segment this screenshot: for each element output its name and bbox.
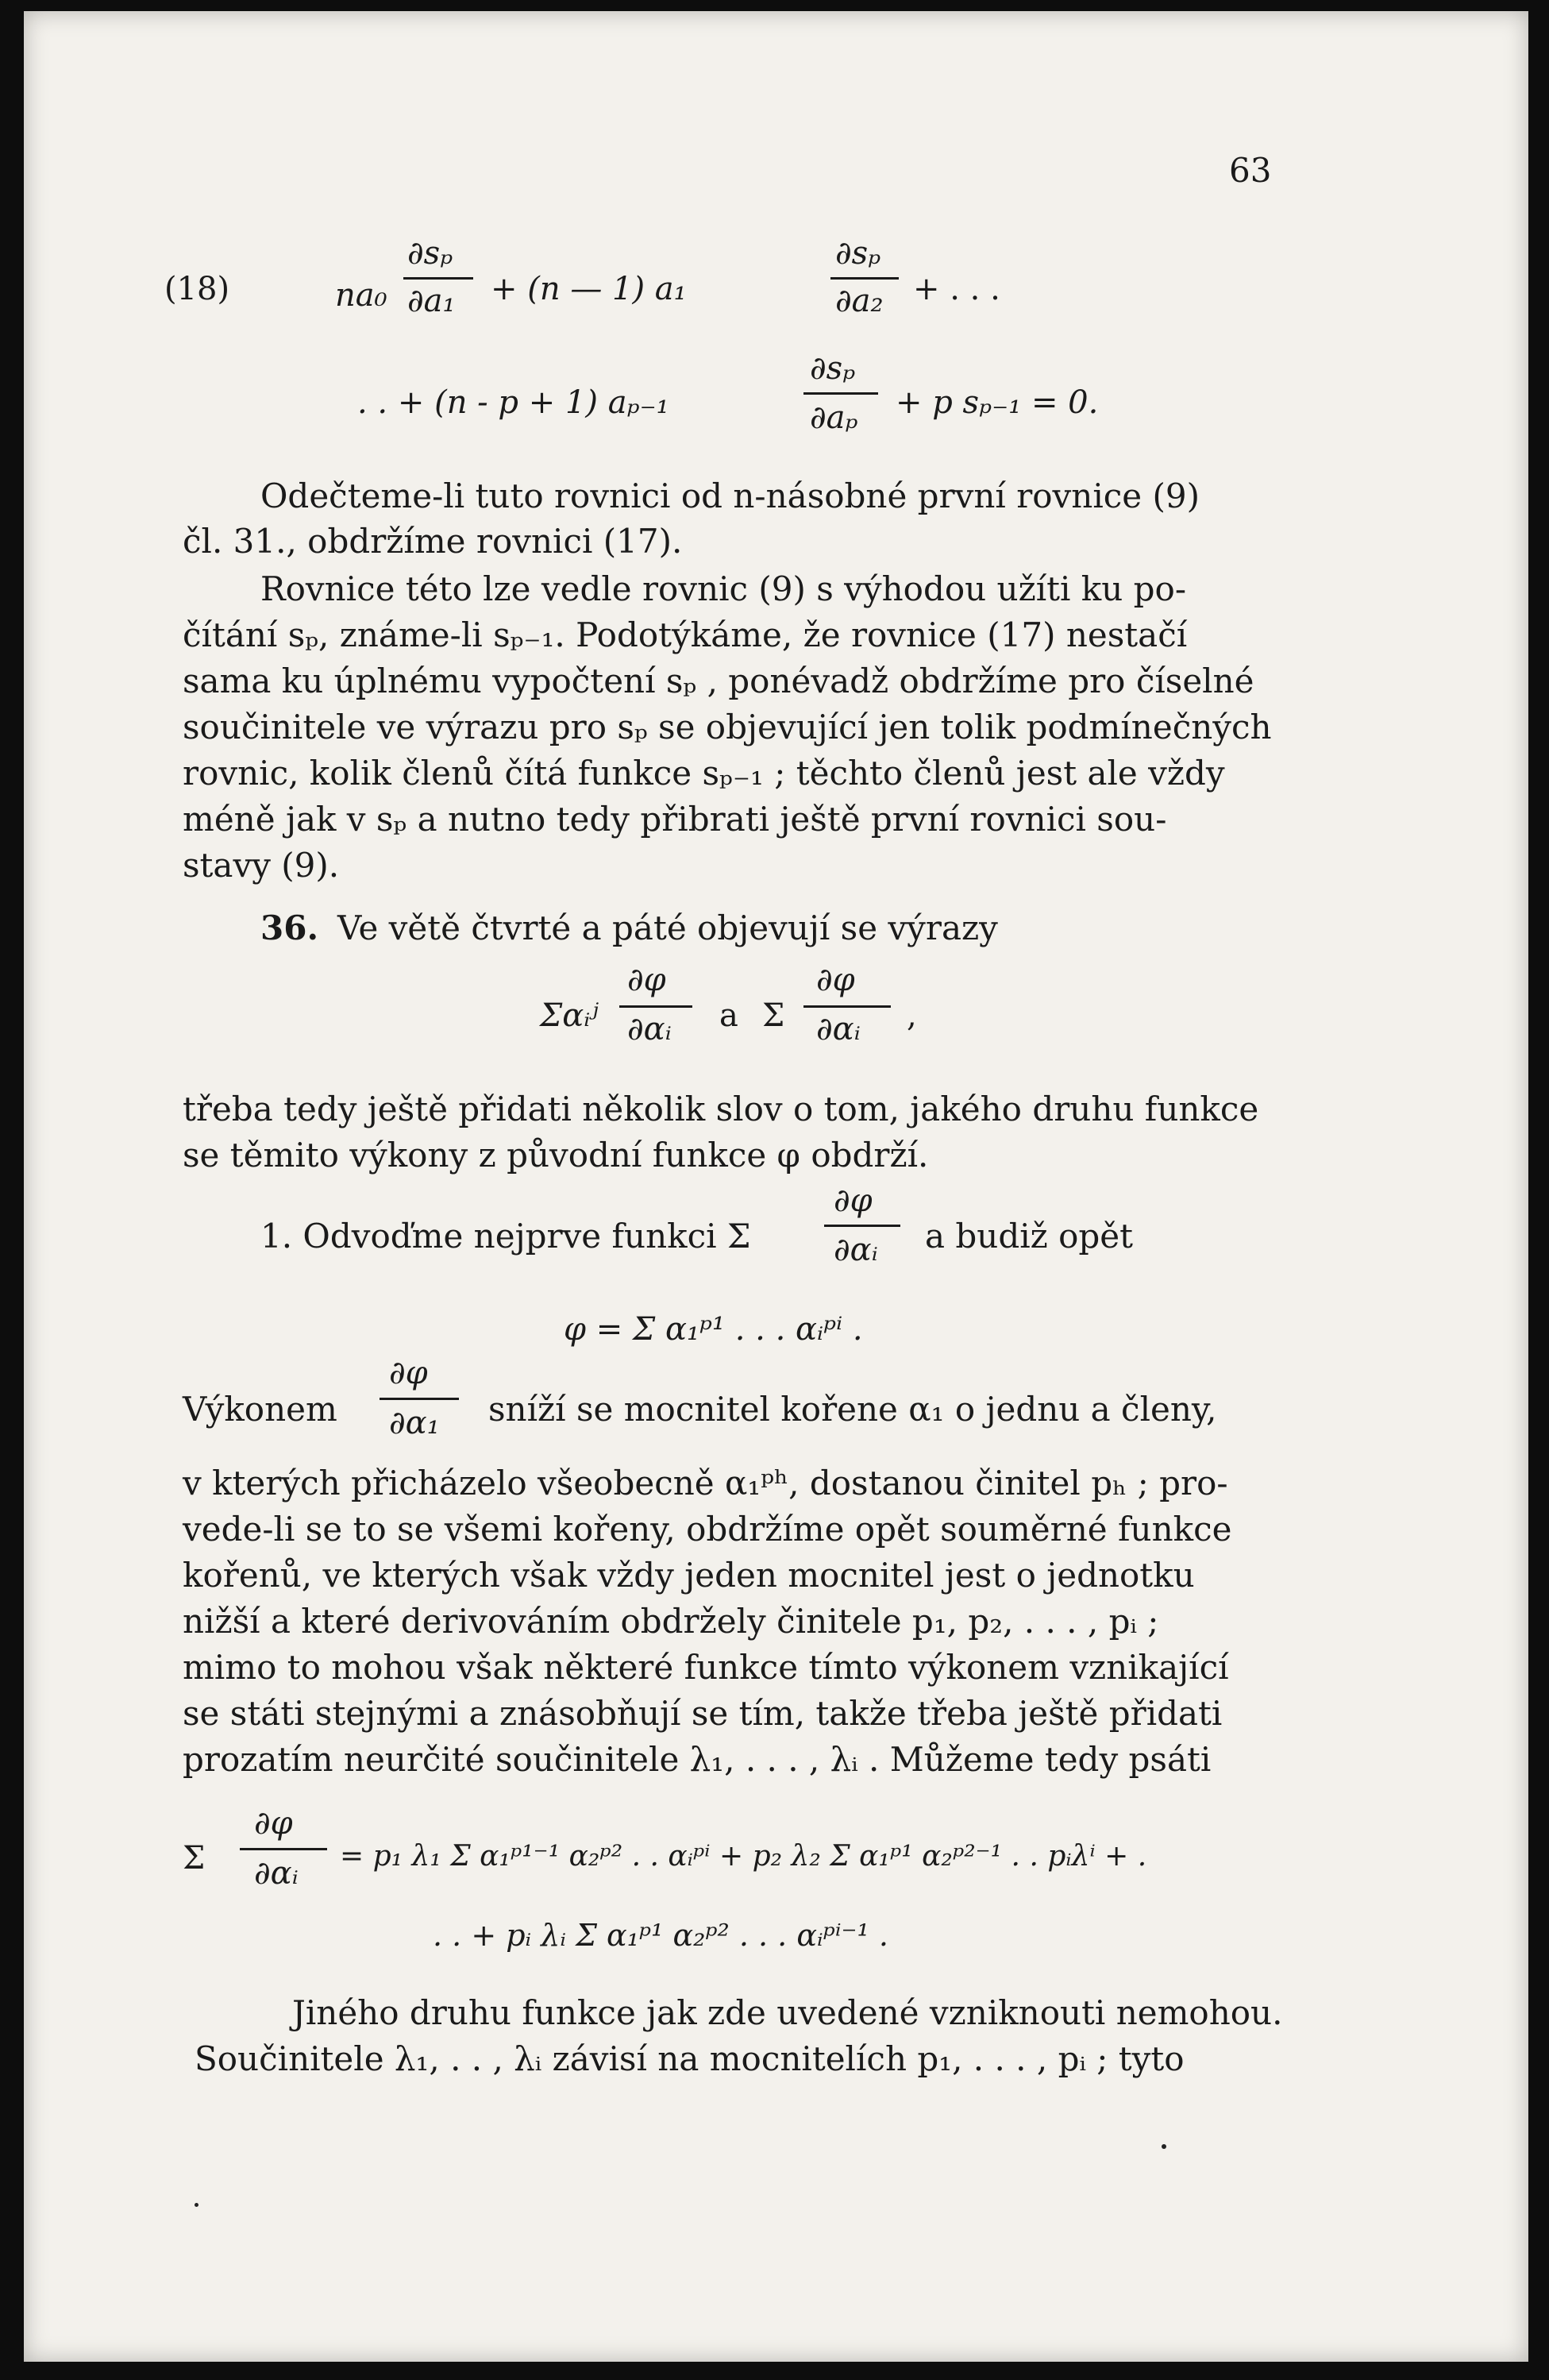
text-line: se těmito výkony z původní funkce φ obdrží. [183, 1136, 929, 1175]
text-line: prozatím neurčité součinitele λ₁, . . . , λᵢ . Můžeme tedy psáti [183, 1740, 1212, 1779]
item1-bar [824, 1225, 900, 1227]
eq18-frac2-den: ∂a₂ [835, 283, 884, 319]
expr-left-den: ∂αᵢ [627, 1011, 672, 1047]
expr-right-sum: Σ [762, 997, 785, 1034]
text-line: nižší a které derivováním obdržely činitele p₁, p₂, . . . , pᵢ ; [183, 1602, 1159, 1641]
expr-left-sum: Σαᵢʲ [540, 997, 599, 1034]
expr-comma: , [907, 997, 917, 1034]
expr-left-num: ∂φ [627, 962, 666, 998]
para4-line5 [183, 1602, 1302, 1641]
para4-line6 [183, 1648, 1302, 1687]
para3-line1 [183, 1090, 1302, 1128]
para2-line6 [183, 800, 1302, 839]
print-speck [1162, 2144, 1166, 2149]
text-line: sama ku úplnému vypočtení sₚ , ponévadž obdržíme pro číselné [183, 662, 1254, 700]
para5-line1 [292, 1993, 1302, 2032]
text-line: sníží se mocnitel kořene α₁ o jednu a členy, [488, 1390, 1217, 1429]
para4-bar [380, 1398, 459, 1400]
item1-num: ∂φ [834, 1182, 873, 1219]
expr-left-bar [619, 1005, 692, 1008]
eq18-line2-lead: . . + (n - p + 1) aₚ₋₁ [357, 384, 669, 421]
equation-label: (18) [164, 271, 230, 307]
expr-right-den: ∂αᵢ [816, 1011, 861, 1047]
text-line: mimo to mohou však některé funkce tímto výkonem vznikající [183, 1648, 1229, 1687]
text-line: součinitele ve výrazu pro sₚ se objevující jen tolik podmínečných [183, 708, 1272, 746]
expr-conj: a [719, 997, 738, 1034]
eq18-frac2-num: ∂sₚ [835, 235, 881, 272]
para1-line2 [183, 522, 1302, 561]
para4-line7 [183, 1694, 1302, 1733]
book-page [24, 11, 1528, 2362]
phi-definition: φ = Σ α₁ᵖ¹ . . . αᵢᵖⁱ . [564, 1311, 863, 1348]
eq18-frac2-bar [830, 277, 899, 280]
expr-right-bar [803, 1005, 891, 1008]
eq18-line1-tail: + . . . [913, 271, 1000, 307]
eq18-mid-term: + (n — 1) a₁ [491, 271, 687, 307]
text-line: v kterých přicházelo všeobecně α₁ᵖʰ, dostanou činitel pₕ ; pro- [183, 1464, 1228, 1502]
bigeq-line2: . . + pᵢ λᵢ Σ α₁ᵖ¹ α₂ᵖ² . . . αᵢᵖⁱ⁻¹ . [433, 1918, 888, 1953]
text-line: stavy (9). [183, 846, 340, 885]
para2-line1 [260, 569, 1294, 608]
bigeq-den: ∂αᵢ [254, 1855, 299, 1892]
text-line: čl. 31., obdržíme rovnici (17). [183, 522, 683, 561]
para5-line2 [195, 2039, 1302, 2078]
para4-first-tail [488, 1390, 1302, 1429]
eq18-frac3-num: ∂sₚ [810, 350, 856, 387]
para4-num: ∂φ [389, 1355, 428, 1391]
text-line: Rovnice této lze vedle rovnic (9) s výhodou užíti ku po- [260, 569, 1187, 608]
para2-line5 [183, 754, 1302, 793]
eq18-frac1-den: ∂a₁ [407, 283, 456, 319]
para3-line2 [183, 1136, 1302, 1175]
text-line: méně jak v sₚ a nutno tedy přibrati ještě první rovnici sou- [183, 800, 1167, 839]
item1-tail: a budiž opět [925, 1217, 1134, 1256]
para4-den: ∂α₁ [389, 1405, 440, 1441]
para2-line3 [183, 662, 1302, 700]
eq18-coef1: na₀ [335, 277, 387, 314]
para4-line2 [183, 1464, 1302, 1502]
eq18-frac1-num: ∂sₚ [407, 235, 453, 272]
print-speck [195, 2203, 198, 2207]
text-line: vede-li se to se všemi kořeny, obdržíme opět souměrné funkce [183, 1510, 1232, 1549]
expr-right-num: ∂φ [816, 962, 855, 998]
text-line: třeba tedy ještě přidati několik slov o tom, jakého druhu funkce [183, 1090, 1259, 1128]
item1-den: ∂αᵢ [834, 1232, 878, 1268]
bigeq-rhs: = p₁ λ₁ Σ α₁ᵖ¹⁻¹ α₂ᵖ² . . αᵢᵖⁱ + p₂ λ₂ Σ α₁ᵖ¹ α₂ᵖ²⁻¹ . . pᵢλⁱ + . [340, 1840, 1147, 1873]
para2-line2 [183, 615, 1302, 654]
para4-lead: Výkonem [183, 1390, 337, 1429]
para4-line8 [183, 1740, 1302, 1779]
bigeq-bar [240, 1848, 327, 1850]
text-line: rovnic, kolik členů čítá funkce sₚ₋₁ ; těchto členů jest ale vždy [183, 754, 1225, 793]
text-line: Odečteme-li tuto rovnici od n-násobné první rovnice (9) [260, 476, 1200, 515]
text-line: Jiného druhu funkce jak zde uvedené vzniknouti nemohou. [292, 1993, 1283, 2032]
bigeq-num: ∂φ [254, 1805, 293, 1842]
text-line: kořenů, ve kterých však vždy jeden mocnitel jest o jednotku [183, 1556, 1195, 1595]
eq18-frac1-bar [403, 277, 473, 280]
section-number: 36. [260, 908, 319, 947]
text-line: Součinitele λ₁, . . , λᵢ závisí na mocnitelích p₁, . . . , pᵢ ; tyto [195, 2039, 1185, 2078]
para2-line7 [183, 846, 1302, 885]
section-text: Ve větě čtvrté a páté objevují se výrazy [337, 908, 998, 947]
eq18-frac3-den: ∂aₚ [810, 399, 858, 436]
page-number: 63 [1229, 151, 1272, 190]
para2-line4 [183, 708, 1302, 746]
para4-line3 [183, 1510, 1302, 1549]
bigeq-sum: Σ [183, 1840, 206, 1877]
item1-lead: 1. Odvoďme nejprve funkci Σ [260, 1217, 751, 1256]
para1-line1 [260, 476, 1294, 515]
text-line: se státi stejnými a znásobňují se tím, takže třeba ještě přidati [183, 1694, 1223, 1733]
text-line: čítání sₚ, známe-li sₚ₋₁. Podotýkáme, že rovnice (17) nestačí [183, 615, 1188, 654]
para4-line4 [183, 1556, 1302, 1595]
eq18-frac3-bar [803, 392, 878, 395]
eq18-line2-tail: + p sₚ₋₁ = 0. [896, 384, 1099, 421]
